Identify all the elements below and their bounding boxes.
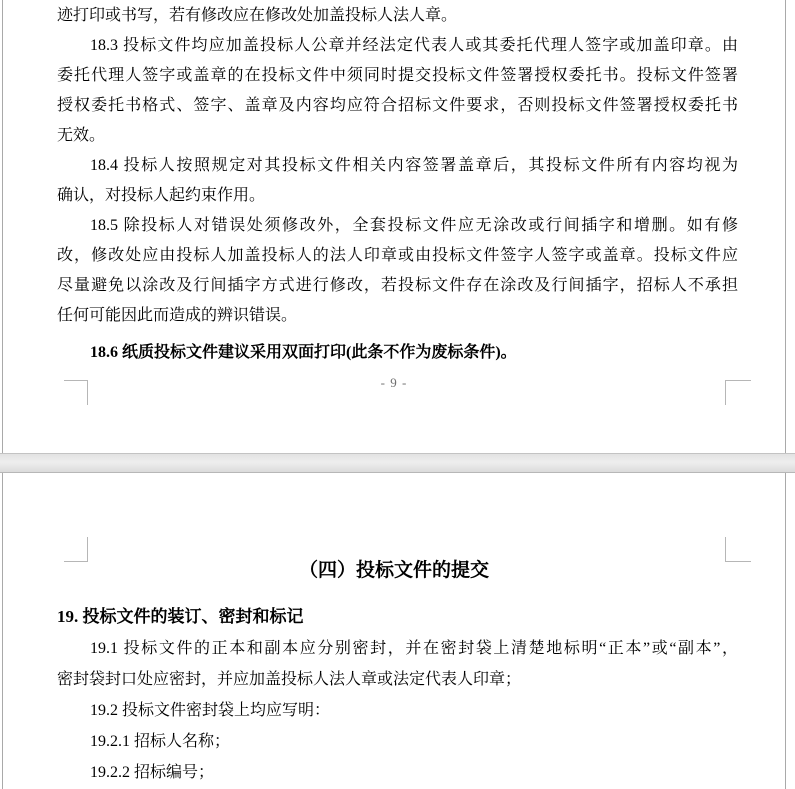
text-line: 确认，对投标人起约束作用。 (57, 187, 266, 204)
text-line: 19.2 投标文件密封袋上均应写明： (90, 702, 331, 719)
text-line: 18.6 纸质投标文件建议采用双面打印(此条不作为废标条件)。 (90, 344, 517, 361)
page-edge-right (785, 0, 786, 789)
clause-heading: 19. 投标文件的装订、密封和标记 (57, 607, 304, 626)
text-line: 授权委托书格式、签字、盖章及内容均应符合招标文件要求，否则投标文件签署授权委托书 (57, 97, 738, 114)
text-line: 密封袋封口处应密封，并应加盖投标人法人章或法定代表人印章； (57, 671, 522, 688)
text-line: 无效。 (57, 127, 106, 144)
page-gap (0, 453, 795, 473)
text-line: 18.5 除投标人对错误处须修改外，全套投标文件应无涂改或行间插字和增删。如有修 (90, 217, 738, 234)
text-line: 18.4 投标人按照规定对其投标文件相关内容签署盖章后，其投标文件所有内容均视为 (90, 157, 738, 174)
page-10[interactable] (3, 473, 785, 789)
page-9-text (57, 1, 738, 368)
text-line: 尽量避免以涂改及行间插字方式进行修改，若投标文件存在涂改及行间插字，招标人不承担 (57, 277, 738, 294)
text-line: 任何可能因此而造成的辨识错误。 (57, 307, 298, 324)
page-10-text (57, 633, 738, 788)
page-9[interactable] (3, 0, 785, 453)
page-number: - 9 - (380, 375, 408, 390)
text-line: 迹打印或书写，若有修改应在修改处加盖投标人法人章。 (57, 7, 458, 24)
text-line: 19.2.2 招标编号； (90, 764, 215, 781)
text-line: 委托代理人签字或盖章的在投标文件中须同时提交投标文件签署授权委托书。投标文件签署 (57, 67, 738, 84)
text-line: 19.1 投标文件的正本和副本应分别密封，并在密封袋上清楚地标明“正本”或“副本”， (90, 640, 738, 657)
text-line: 19.2.1 招标人名称； (90, 733, 231, 750)
text-line: 18.3 投标文件均应加盖投标人公章并经法定代表人或其委托代理人签字或加盖印章。由 (90, 37, 738, 54)
text-line: 改，修改处应由投标人加盖投标人的法人印章或由投标文件签字人签字或盖章。投标文件应 (57, 247, 738, 264)
section-heading: （四）投标文件的提交 (298, 560, 489, 581)
